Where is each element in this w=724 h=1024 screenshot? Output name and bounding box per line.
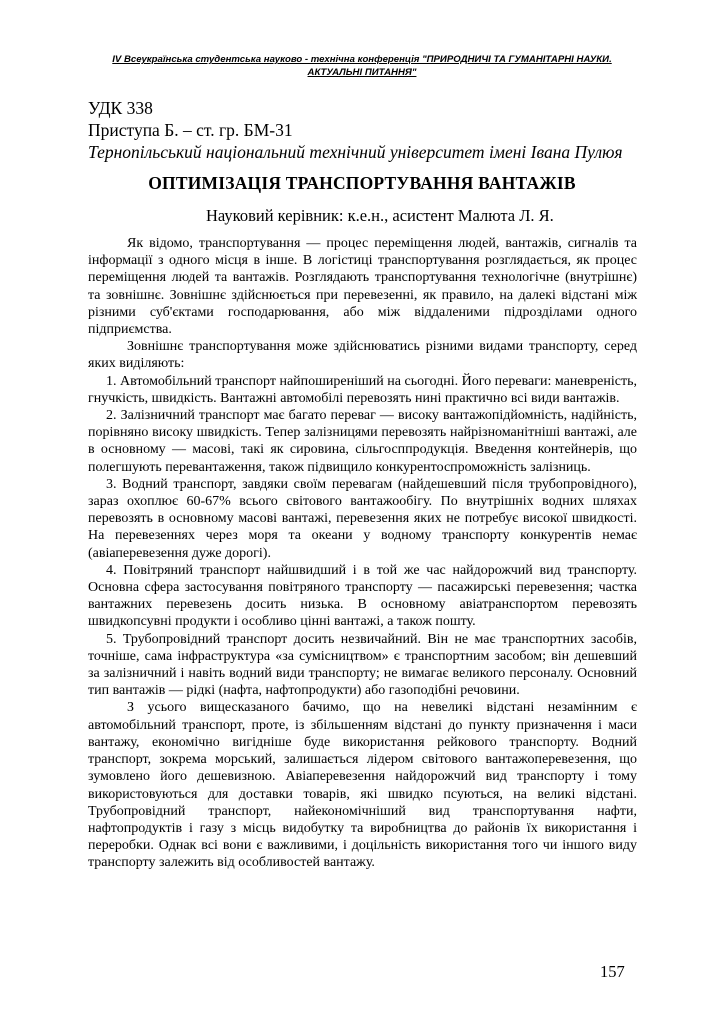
paragraph-conclusion: З усього вищесказаного бачимо, що на невеликі відстані незамінним є автомобільний транспорт, проте, із збільшенням відстані до пункту призначення і маси вантажу, економічно вигідніше буде використання рейкового транспорту. Водний транспорт, зокрема морський, залишається лідером світового вантажоперевезення, що зумовлено його дешевизною. Авіаперевезення найдорожчий вид транспорту і тому використовуються для доставки товарів, які швидко псуються, на великі відстані. Трубопровідний транспорт, найекономічніший вид транспортування нафти, нафтопродуктів і газу з місць видобутку та виробництва до районів їх використання і переробки. Однак всі вони є важливими, і доцільність використання того чи іншого виду транспорту залежить від особливостей вантажу. [88,700,637,871]
conference-header-line-2: АКТУАЛЬНІ ПИТАННЯ" [307,66,417,78]
list-item-pipeline-transport: 5. Трубопровідний транспорт досить незвичайний. Він не має транспортних засобів, точніше, сама інфраструктура «за сумісництвом» є транспортним засобом; він дешевший за залізничний і навіть водний види транспорту; не вимагає великого персоналу. Основний тип вантажів — рідкі (нафта, нафтопродукти) або газоподібні речовини. [88,631,637,699]
paper-body [88,235,637,872]
author-line: Приступа Б. – ст. гр. БМ-31 [88,120,293,140]
udk-code: УДК 338 [88,98,153,118]
conference-header [60,54,664,79]
list-item-road-transport: 1. Автомобільний транспорт найпоширеніший на сьогодні. Його переваги: маневреність, гнучкість, швидкість. Вантажні автомобілі перевозять нині практично всі види вантажів. [88,373,637,406]
paragraph-intro: Як відомо, транспортування — процес переміщення людей, вантажів, сигналів та інформації з одного місця в інше. В логістиці транспортування розглядається, як процес переміщення людей та вантажів. Розглядають транспортування технологічне (внутрішнє) та зовнішнє. Зовнішнє здійснюється при перевезенні, як правило, на далекі відстані між різними суб'єктами господарювання, або між віддаленими підрозділами одного підприємства. [88,236,637,338]
list-item-rail-transport: 2. Залізничний транспорт має багато переваг — високу вантажопідйомність, надійність, порівняно високу швидкість. Тепер залізницями перевозять найрізноманітніші вантажі, але в основному — масові, такі як сировина, сільгосппродукція. Введення контейнерів, що полегшують перевантаження, також підвищило конкурентоспроможність залізниць. [88,408,637,475]
list-item-water-transport: 3. Водний транспорт, завдяки своїм перевагам (найдешевший після трубопровідного), зараз охоплює 60-67% всього світового вантажообігу. По внутрішніх водних шляхах перевозять в основному масові вантажі, перевезення яких не потребує високої швидкості. На перевезеннях через моря та океани у водному транспорту конкурентів немає (авіаперевезення дуже дорогі). [88,476,637,561]
supervisor-line: Науковий керівник: к.е.н., асистент Малюта Л. Я. [206,206,554,225]
conference-header-line-1: IV Всеукраїнська студентська науково - технічна конференція "ПРИРОДНИЧІ ТА ГУМАНІТАРНІ НАУКИ. [112,54,612,65]
paragraph-types-intro: Зовнішнє транспортування може здійснюватись різними видами транспорту, серед яких виділяють: [88,339,637,372]
institution-line: Тернопільський національний технічний університет імені Івана Пулюя [88,142,623,162]
paper-title: ОПТИМІЗАЦІЯ ТРАНСПОРТУВАННЯ ВАНТАЖІВ [148,173,576,193]
page-number: 157 [600,962,625,981]
list-item-air-transport: 4. Повітряний транспорт найшвидший і в той же час найдорожчий вид транспорту. Основна сфера застосування повітряного транспорту — пасажирські перевезення; частка вантажних перевезень досить низька. В основному авіатранспортом перевозять швидкопсувні продукти і особливо цінні вантажі, а також пошту. [88,562,637,630]
